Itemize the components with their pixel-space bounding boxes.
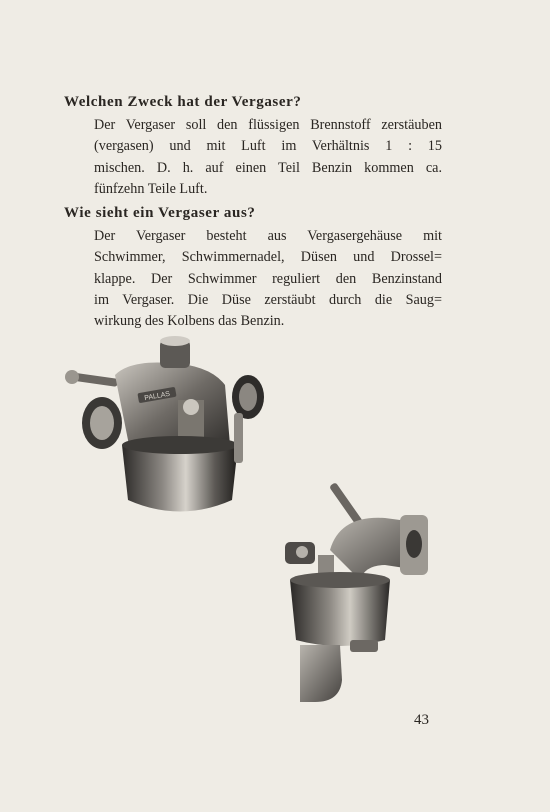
answer-paragraph-1 xyxy=(94,115,442,200)
answer-line: Der Vergaser soll den flüssigen Brennstoff zerstäuben xyxy=(94,117,442,133)
answer-line: klappe. Der Schwimmer reguliert den Benzinstand xyxy=(94,270,442,287)
answer-line: wirkung des Kolbens das Benzin. xyxy=(94,313,285,330)
answer-line: im Vergaser. Die Düse zerstäubt durch die Saug= xyxy=(94,291,442,308)
brand-plate-text: PALLAS xyxy=(143,390,171,403)
answer-line: Der Vergaser besteht aus Vergasergehäuse mit xyxy=(94,228,442,244)
answer-line: fünfzehn Teile Luft. xyxy=(94,180,208,197)
answer-paragraph-2 xyxy=(94,226,442,332)
answer-line: mischen. D. h. auf einen Teil Benzin kommen ca. xyxy=(94,159,442,176)
answer-line: Schwimmer, Schwimmernadel, Düsen und Drossel= xyxy=(94,249,442,266)
carburetor-photo-1 xyxy=(60,335,270,525)
question-heading-2: Wie sieht ein Vergaser aus? xyxy=(64,205,256,221)
question-heading-1: Welchen Zweck hat der Vergaser? xyxy=(64,94,302,110)
answer-line: (vergasen) und mit Luft im Verhältnis 1 : 15 xyxy=(94,138,442,155)
carburetor-photo-2 xyxy=(280,480,440,705)
page-number: 43 xyxy=(414,712,429,728)
